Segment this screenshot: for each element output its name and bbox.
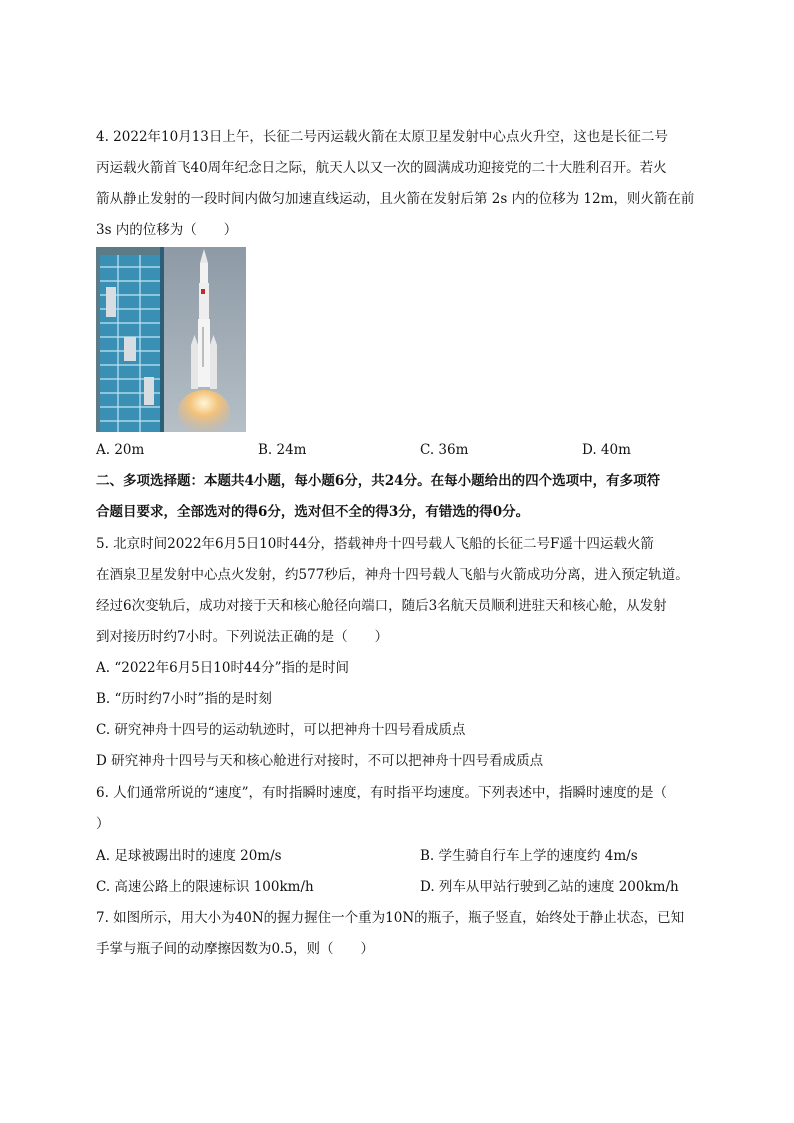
exhaust-plume <box>178 390 230 432</box>
q6-line-1: 6. 人们通常所说的“速度”，有时指瞬时速度，有时指平均速度。下列表述中，指瞬时速度的是（ <box>96 785 667 801</box>
rocket-launch-photo <box>96 247 246 432</box>
q5-option-a: A. “2022年6月5日10时44分”指的是时间 <box>96 660 350 676</box>
q4-line-2: 丙运载火箭首飞40周年纪念日之际，航天人以又一次的圆满成功迎接党的二十大胜利召开。若火 <box>96 160 667 176</box>
q4-option-c: C. 36m <box>420 442 469 458</box>
q5-option-b: B. “历时约7小时”指的是时刻 <box>96 691 272 707</box>
q4-option-a: A. 20m <box>96 442 145 458</box>
section-heading-line-1: 二、多项选择题：本题共4小题，每小题6分，共24分。在每小题给出的四个选项中，有多项符 <box>96 473 661 489</box>
q7-line-2: 手掌与瓶子间的动摩擦因数为0.5，则（ ） <box>96 941 374 957</box>
q4-line-1: 4. 2022年10月13日上午，长征二号丙运载火箭在太原卫星发射中心点火升空，这也是长征二号 <box>96 129 668 145</box>
q4-line-4: 3s 内的位移为（ ） <box>96 222 238 238</box>
section-heading-line-2: 合题目要求，全部选对的得6分，选对但不全的得3分，有错选的得0分。 <box>96 504 530 520</box>
q5-line-4: 到对接历时约7小时。下列说法正确的是（ ） <box>96 629 389 645</box>
q4-option-b: B. 24m <box>258 442 307 458</box>
q5-line-2: 在酒泉卫星发射中心点火发射，约577秒后，神舟十四号载人飞船与火箭成功分离，进入预定轨道。 <box>96 567 689 583</box>
q5-option-d: D 研究神舟十四号与天和核心舱进行对接时，不可以把神舟十四号看成质点 <box>96 753 544 769</box>
q4-option-d: D. 40m <box>582 442 631 458</box>
q6-option-a: A. 足球被踢出时的速度 20m/s <box>96 848 282 864</box>
q7-line-1: 7. 如图所示，用大小为40N的握力握住一个重为10N的瓶子，瓶子竖直，始终处于静止状态，已知 <box>96 910 685 926</box>
q6-option-c: C. 高速公路上的限速标识 100km/h <box>96 879 314 895</box>
q6-option-b: B. 学生骑自行车上学的速度约 4m/s <box>420 848 638 864</box>
launch-tower <box>96 247 164 432</box>
q5-line-3: 经过6次变轨后，成功对接于天和核心舱径向端口，随后3名航天员顺利进驻天和核心舱，从发射 <box>96 598 667 614</box>
q5-line-1: 5. 北京时间2022年6月5日10时44分，搭载神舟十四号载人飞船的长征二号F遥十四运载火箭 <box>96 536 654 552</box>
q4-line-3: 箭从静止发射的一段时间内做匀加速直线运动，且火箭在发射后第 2s 内的位移为 12m，则火箭在前 <box>96 191 695 207</box>
q5-option-c: C. 研究神舟十四号的运动轨迹时，可以把神舟十四号看成质点 <box>96 722 466 738</box>
q6-line-2: ） <box>96 816 110 832</box>
q6-option-d: D. 列车从甲站行驶到乙站的速度 200km/h <box>420 879 679 895</box>
